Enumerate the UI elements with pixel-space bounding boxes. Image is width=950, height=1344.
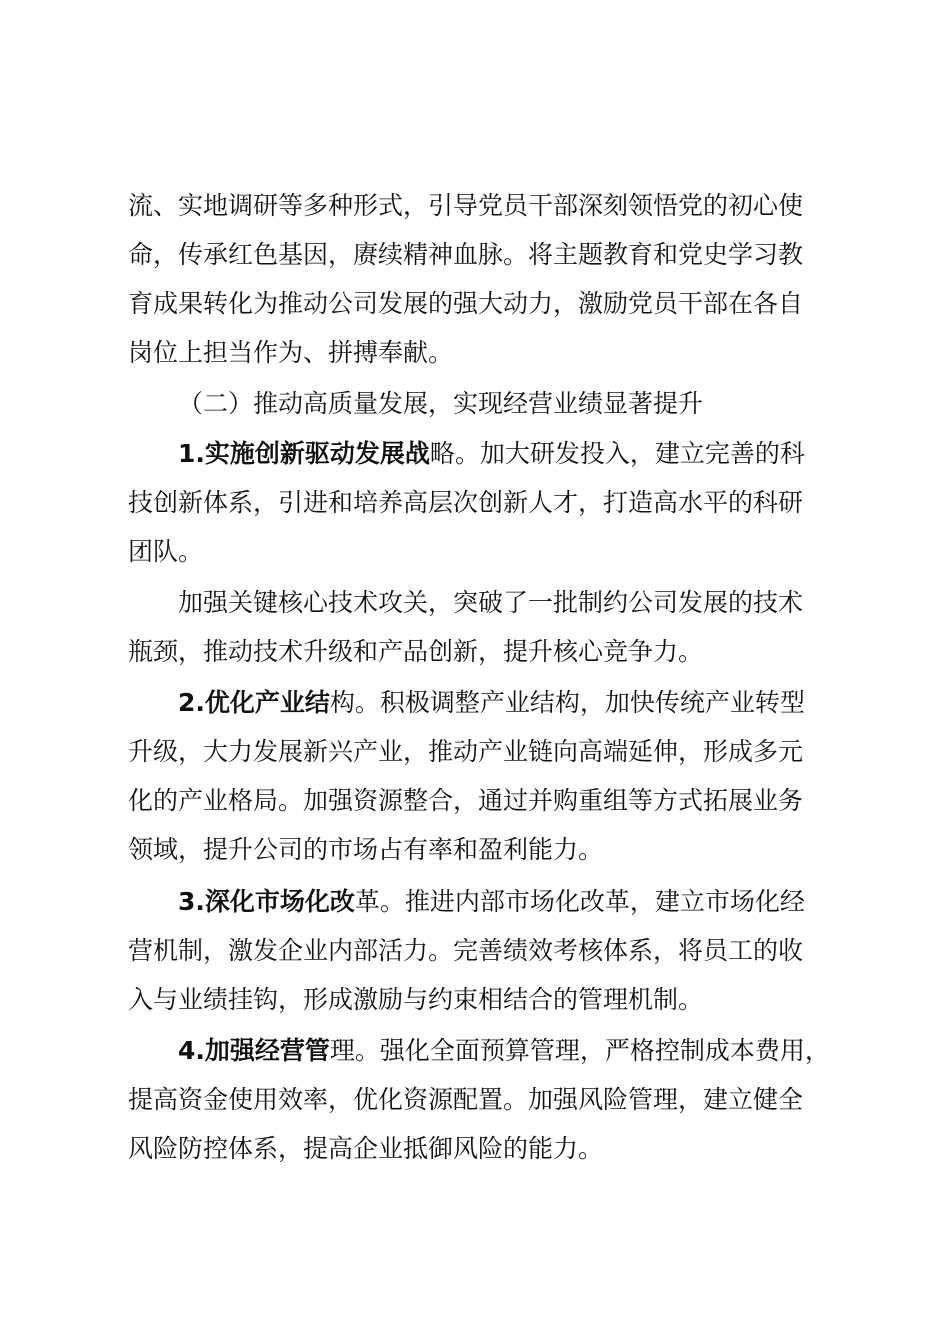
line-text: 略。加大研发投入，建立完善的科 bbox=[429, 439, 805, 468]
line-text: 育成果转化为推动公司发展的强大动力，激励党员干部在各自 bbox=[128, 289, 804, 318]
line-text: 升级，大力发展新兴产业，推动产业链向高端延伸，形成多元 bbox=[128, 737, 804, 766]
subsection-title: 2.优化产业结 bbox=[178, 688, 330, 717]
line-text: 技创新体系，引进和培养高层次创新人才，打造高水平的科研 bbox=[128, 488, 804, 517]
subsection-line bbox=[178, 683, 805, 723]
paragraph-line bbox=[128, 532, 203, 572]
subsection-line bbox=[178, 882, 805, 922]
line-text: 领域，提升公司的市场占有率和盈利能力。 bbox=[128, 835, 604, 864]
line-text: 团队。 bbox=[128, 537, 204, 566]
line-text: 岗位上担当作为、拼搏奉献。 bbox=[128, 338, 454, 367]
paragraph-line bbox=[128, 235, 803, 275]
line-text: 理。强化全面预算管理，严格控制成本费用， bbox=[329, 1036, 830, 1065]
paragraph-line bbox=[128, 1129, 603, 1169]
paragraph-line bbox=[178, 583, 803, 623]
line-text: 瓶颈，推动技术升级和产品创新，提升核心竞争力。 bbox=[128, 637, 704, 666]
line-text: 流、实地调研等多种形式，引导党员干部深刻领悟党的初心使 bbox=[128, 191, 804, 220]
subsection-title: 4.加强经营管 bbox=[178, 1036, 330, 1065]
subsection-line bbox=[178, 434, 805, 474]
paragraph-line bbox=[128, 632, 703, 672]
line-text: 革。推进内部市场化改革，建立市场化经 bbox=[354, 887, 805, 916]
section-heading-text: （二）推动高质量发展，实现经营业绩显著提升 bbox=[178, 389, 704, 418]
line-text: 命，传承红色基因，赓续精神血脉。将主题教育和党史学习教 bbox=[128, 240, 804, 269]
paragraph-line bbox=[128, 732, 803, 772]
paragraph-line bbox=[128, 980, 703, 1020]
paragraph-line bbox=[128, 931, 803, 971]
subsection-line bbox=[178, 1031, 830, 1071]
paragraph-line bbox=[128, 333, 453, 373]
line-text: 化的产业格局。加强资源整合，通过并购重组等方式拓展业务 bbox=[128, 786, 804, 815]
paragraph-line bbox=[128, 284, 803, 324]
paragraph-line bbox=[128, 186, 803, 226]
paragraph-line bbox=[128, 830, 603, 870]
line-text: 风险防控体系，提高企业抵御风险的能力。 bbox=[128, 1134, 604, 1163]
line-text: 加强关键核心技术攻关，突破了一批制约公司发展的技术 bbox=[178, 588, 804, 617]
line-text: 构。积极调整产业结构，加快传统产业转型 bbox=[329, 688, 805, 717]
line-text: 提高资金使用效率，优化资源配置。加强风险管理，建立健全 bbox=[128, 1085, 804, 1114]
paragraph-line bbox=[128, 483, 803, 523]
subsection-title: 1.实施创新驱动发展战 bbox=[178, 439, 430, 468]
paragraph-line bbox=[128, 781, 803, 821]
subsection-title: 3.深化市场化改 bbox=[178, 887, 355, 916]
line-text: 入与业绩挂钩，形成激励与约束相结合的管理机制。 bbox=[128, 985, 704, 1014]
paragraph-line bbox=[128, 1080, 803, 1120]
section-heading bbox=[178, 384, 703, 424]
line-text: 营机制，激发企业内部活力。完善绩效考核体系，将员工的收 bbox=[128, 936, 804, 965]
